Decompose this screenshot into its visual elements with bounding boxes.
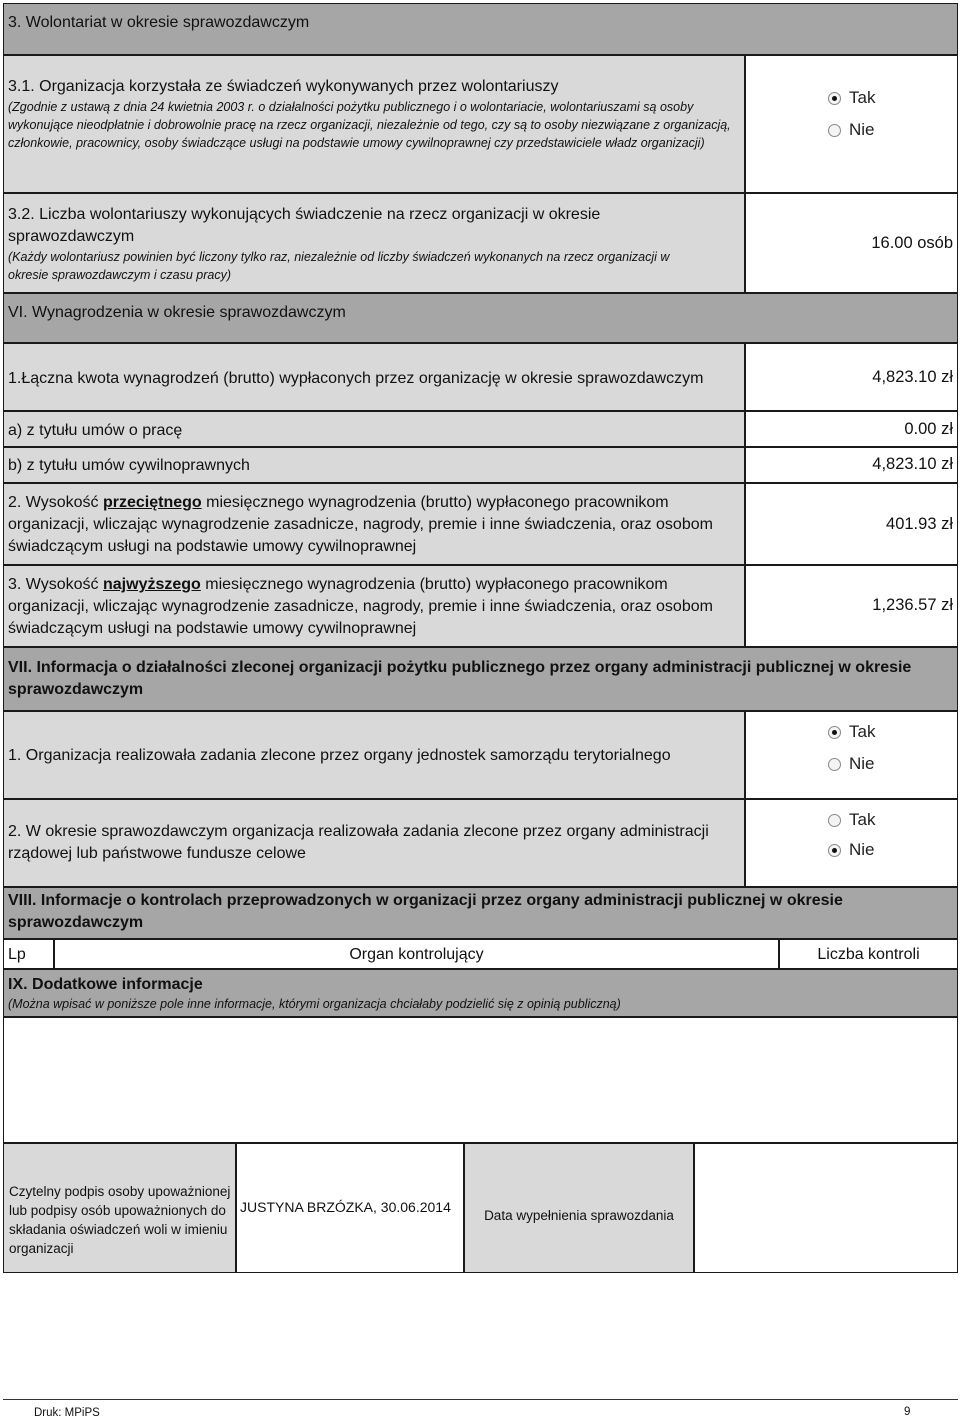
controls-col-organ-text: Organ kontrolujący [349,946,484,963]
salary-highest-label-post: miesięcznego wynagrodzenia (brutto) wypłaconego pracownikom organizacji, wliczając wynagrodzenie zasadnicze, nagrody, premie i inne świadczenia, oraz osobom świadczącym usługi na podstawie umowy cywilnoprawnej [8,576,713,637]
section-7-title-text: Informacja o działalności zleconej organizacji pożytku publicznego przez organy administracji publicznej w okresie sprawozdawczym [8,659,912,698]
salary-average-value: 401.93 zł [886,515,953,533]
question-3-1 [3,55,745,193]
signature-label-cell [3,1143,236,1273]
date-value-cell [694,1143,958,1273]
additional-info-field[interactable] [3,1017,958,1143]
radio-selected-icon [828,844,841,857]
footer-print-label [34,1407,100,1419]
radio-selected-icon [828,92,841,105]
section-7-number: VII. [8,659,33,676]
section-6-title [3,293,958,343]
radio-selected-icon [828,726,841,739]
salary-average-label-pre: 2. Wysokość [8,494,103,511]
page-number-text: 9 [904,1406,911,1418]
salary-civil [745,447,958,483]
radio-3-1-no[interactable] [828,118,957,142]
salary-total-label: 1.Łączna kwota wynagrodzeń (brutto) wypłaconych przez organizację w okresie sprawozdawczym [8,370,704,387]
salary-total-value: 4,823.10 zł [872,368,953,386]
salary-civil-value: 4,823.10 zł [872,455,953,473]
radio-7-2-yes[interactable] [828,808,957,832]
radio-7-1-yes[interactable] [828,720,957,744]
footer-print-text: Druk: MPiPS [34,1407,100,1419]
section-9-title-text: IX. Dodatkowe informacje [8,976,203,993]
salary-highest-row [3,565,745,647]
salary-employment [745,411,958,447]
salary-highest-label-emphasis: najwyższego [103,576,201,593]
radio-label: Tak [849,810,876,829]
volunteers-count-value: 16.00 osób [871,234,953,252]
section-3-title-text: 3. Wolontariat w okresie sprawozdawczym [8,14,310,31]
section-9-title [3,969,958,1017]
salary-employment-value: 0.00 zł [904,420,953,438]
controls-col-count-text: Liczba kontroli [817,946,920,963]
section-8-title-text: VIII. Informacje o kontrolach przeprowadzonych w organizacji przez organy administracji publicznej w okresie sprawozdawczym [8,892,843,931]
salary-civil-label: b) z tytułu umów cywilnoprawnych [8,457,250,474]
salary-average-label-emphasis: przeciętnego [103,494,202,511]
question-3-2 [3,193,745,293]
contracted-gov-row [3,799,745,887]
footer-rule [3,1399,958,1400]
salary-employment-row [3,411,745,447]
salary-highest-value: 1,236.57 zł [872,596,953,614]
question-3-1-note: (Zgodnie z ustawą z dnia 24 kwietnia 2003 r. o działalności pożytku publicznego i o wolontariacie, wolontariuszami są osoby wykonujące nieodpłatnie i dobrowolnie pracę na rzecz organizacji, niezależnie od tego, czy są to osoby niezwiązane z organizacją, członkowie, pracownicy, osoby świadczące usługi na podstawie umowy cywilnoprawnej czy przedstawiciele władz organizacji) [8,100,731,150]
section-6-title-text: VI. Wynagrodzenia w okresie sprawozdawczym [8,304,346,321]
salary-highest [745,565,958,647]
radio-label: Tak [849,88,876,107]
section-8-title [3,887,958,939]
signature-value: JUSTYNA BRZÓZKA, 30.06.2014 [240,1199,451,1215]
controls-col-lp-text: Lp [8,946,26,963]
controls-col-lp [3,939,54,969]
question-3-1-answer [745,55,958,193]
salary-average [745,483,958,565]
contracted-local-answer [745,711,958,799]
salary-civil-row [3,447,745,483]
date-label-cell [464,1143,694,1273]
radio-empty-icon [828,124,841,137]
radio-label: Tak [849,722,876,741]
radio-7-1-no[interactable] [828,752,957,776]
section-7-title [3,647,958,711]
salary-average-row [3,483,745,565]
contracted-local-label: 1. Organizacja realizowała zadania zlecone przez organy jednostek samorządu terytorialnego [8,747,671,764]
salary-total [745,343,958,411]
radio-label: Nie [849,120,875,139]
contracted-gov-label: 2. W okresie sprawozdawczym organizacja realizowała zadania zlecone przez organy administracji rządowej lub państwowe fundusze celowe [8,823,709,862]
radio-empty-icon [828,814,841,827]
radio-empty-icon [828,758,841,771]
page-number [904,1406,910,1418]
salary-total-row [3,343,745,411]
radio-label: Nie [849,840,875,859]
section-3-title [3,3,958,55]
radio-3-1-yes[interactable] [828,86,957,110]
controls-col-count [779,939,958,969]
radio-7-2-no[interactable] [828,838,957,862]
section-9-note: (Można wpisać w poniższe pole inne informacje, którymi organizacja chciałaby podzielić się z opinią publiczną) [8,997,621,1011]
controls-col-organ [54,939,779,969]
salary-highest-label-pre: 3. Wysokość [8,576,103,593]
volunteers-count [745,193,958,293]
radio-label: Nie [849,754,875,773]
signature-value-cell [236,1143,464,1273]
date-label: Data wypełnienia sprawozdania [484,1208,674,1223]
signature-label: Czytelny podpis osoby upoważnionej lub podpisy osób upoważnionych do składania oświadczeń woli w imieniu organizacji [9,1184,231,1256]
contracted-gov-answer [745,799,958,887]
salary-average-label-post: miesięcznego wynagrodzenia (brutto) wypłaconego pracownikom organizacji, wliczając wynagrodzenie zasadnicze, nagrody, premie i inne świadczenia, oraz osobom świadczącym usługi na podstawie umowy cywilnoprawnej [8,494,713,555]
contracted-local-row [3,711,745,799]
question-3-1-title: 3.1. Organizacja korzystała ze świadczeń wykonywanych przez wolontariuszy [8,78,559,95]
salary-employment-label: a) z tytułu umów o pracę [8,422,183,439]
question-3-2-title: 3.2. Liczba wolontariuszy wykonujących świadczenie na rzecz organizacji w okresie sprawozdawczym [8,206,601,245]
question-3-2-note: (Każdy wolontariusz powinien być liczony tylko raz, niezależnie od liczby świadczeń wykonanych na rzecz organizacji w okresie sprawozdawczym i czasu pracy) [8,250,670,282]
